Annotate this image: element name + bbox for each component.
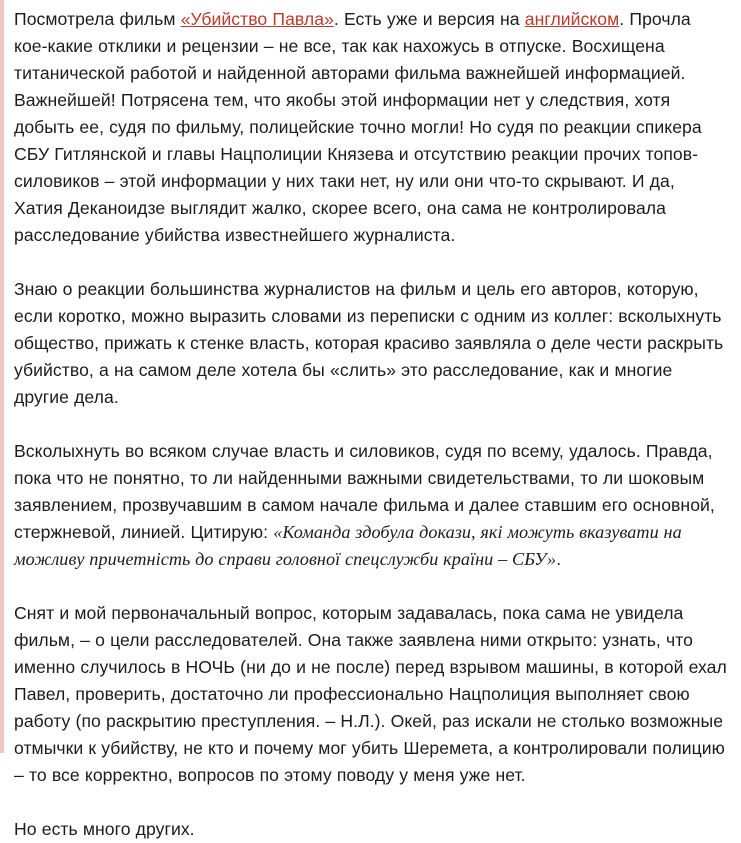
article-body — [14, 6, 727, 843]
quoted-statement: «Команда здобула докази, які можуть вказувати на можливу причетність до справи головної спецслужби країни – СБУ» — [14, 522, 682, 569]
english-version-link[interactable]: английском — [524, 9, 620, 29]
text-run: Всколыхнуть во всяком случае власть и силовиков, судя по всему, удалось. Правда, пока что не понятно, то ли найденными важными свидетельствами, то ли шоковым заявлением, прозвучавшим в самом начале фильма и далее ставшим его основной, стержневой, линией. Цитирую: — [14, 441, 715, 542]
text-run: Посмотрела фильм — [14, 9, 181, 29]
paragraph-3 — [14, 438, 727, 573]
text-run: Но есть много других. — [14, 819, 195, 839]
film-title-link[interactable]: «Убийство Павла» — [180, 9, 334, 29]
left-accent-rule — [0, 0, 4, 753]
paragraph-5 — [14, 816, 727, 843]
text-run: Знаю о реакции большинства журналистов на фильм и цель его авторов, которую, если коротко, можно выразить словами из переписки с одним из коллег: всколыхнуть общество, прижать к стенке власть, которая красиво заявляла о деле чести раскрыть убийство, а на самом деле хотела бы «слить» это расследование, как и многие другие дела. — [14, 279, 724, 407]
text-run: . Есть уже и версия на — [333, 9, 525, 29]
paragraph-1 — [14, 6, 727, 249]
paragraph-4 — [14, 600, 727, 789]
text-run: . — [556, 549, 562, 569]
text-run: Снят и мой первоначальный вопрос, которым задавалась, пока сама не увидела фильм, – о цели расследователей. Она также заявлена ними открыто: узнать, что именно случилось в НОЧЬ (ни до и не после) перед взрывом машины, в которой ехал Павел, проверить, достаточно ли профессионально Нацполиция выполняет свою работу (по раскрытию преступления. – Н.Л.). Окей, раз искали не столько возможные отмычки к убийству, не кто и почему мог убить Шеремета, а контролировали полицию – то все корректно, вопросов по этому поводу у меня уже нет. — [14, 603, 727, 785]
text-run: . Прочла кое-какие отклики и рецензии – не все, так как нахожусь в отпуске. Восхищена титанической работой и найденной авторами фильма важнейшей информацией. Важнейшей! Потрясена тем, что якобы этой информации нет у следствия, хотя добыть ее, судя по фильму, полицейские точно могли! Но судя по реакции спикера СБУ Гитлянской и главы Нацполиции Князева и отсутствию реакции прочих топов-силовиков – этой информации у них таки нет, ну или они что-то скрывают. И да, Хатия Деканоидзе выглядит жалко, скорее всего, она сама не контролировала расследование убийства известнейшего журналиста. — [14, 9, 702, 245]
paragraph-2 — [14, 276, 727, 411]
